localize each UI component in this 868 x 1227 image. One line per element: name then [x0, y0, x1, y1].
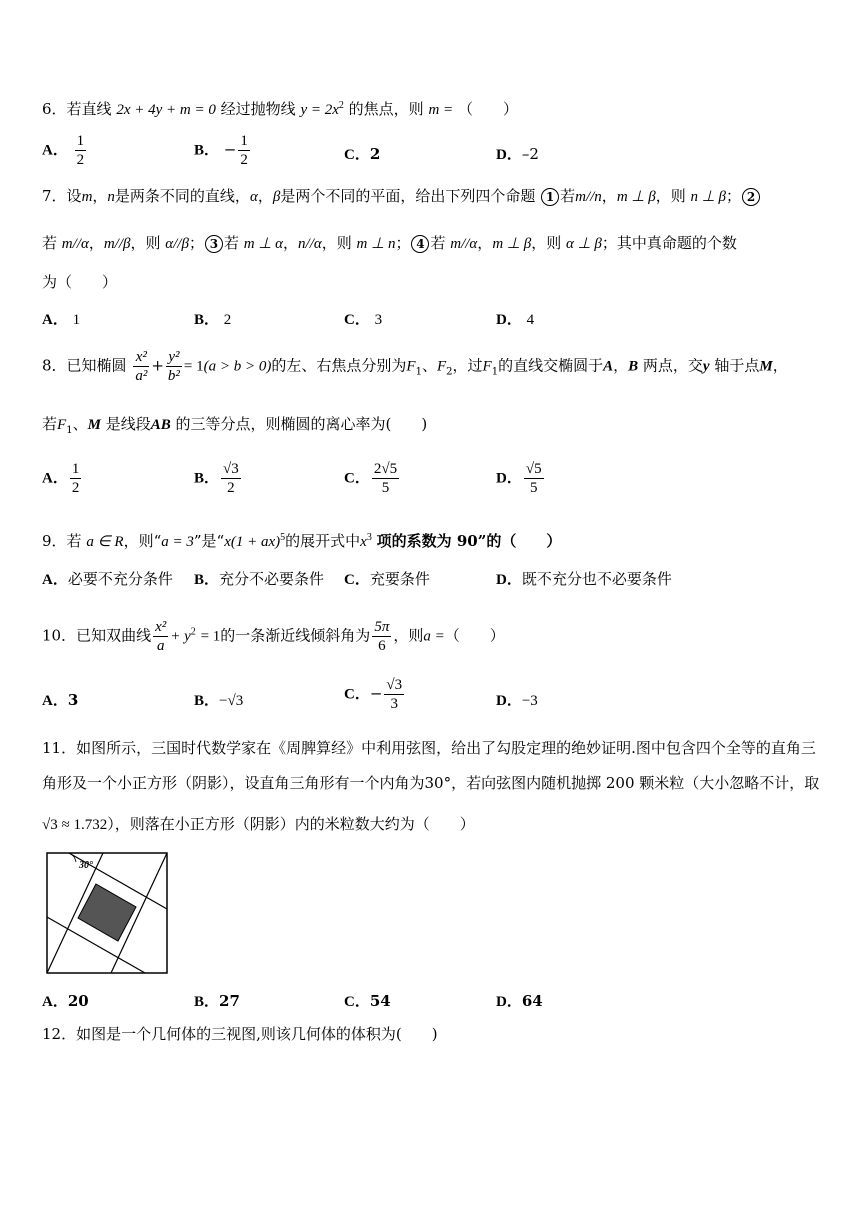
question-11-line-1: 11．如图所示，三国时代数学家在《周脾算经》中利用弦图，给出了勾股定理的绝妙证明.图中包含四个全等的直角三	[42, 739, 816, 757]
question-12: 12．如图是一个几何体的三视图,则该几何体的体积为( )	[42, 1025, 438, 1043]
question-7-line-2: 若 m//α，m//β，则 α//β； 3 若 m ⊥ α，n//α，则 m ⊥ n； 4 若 m//α，m ⊥ β，则 α ⊥ β；其中真命题的个数	[42, 234, 737, 252]
question-8-line-1: 8．已知椭圆 $\frac{\text{x²}}{\text{a²}}$ + $\frac{\text{y²}}{\text{b²}}$ = 1(a > b > 0)的左、右焦点分别为$F_1$、$F_2$，过$F_1$的直线交椭圆于A，B 两点，交y 轴于点M，	[42, 349, 788, 384]
q6-option-c[interactable]: C．2	[344, 145, 381, 163]
q9-option-d[interactable]: D．既不充分也不必要条件	[496, 570, 672, 588]
q6-option-d[interactable]: D．–2	[496, 145, 539, 163]
q8-option-c[interactable]: C． $\frac{2√5}{5}$	[344, 461, 398, 496]
question-6: 6．若直线 2x + 4y + m = 0 经过抛物线 $y = 2x^2$ 的焦点，则 m = （ ）	[42, 100, 518, 118]
question-8-line-2: 若$F_1$、M 是线段AB 的三等分点，则椭圆的离心率为( )	[42, 415, 428, 436]
q6-option-b[interactable]: B． − $\frac{1}{2}$	[194, 133, 248, 168]
angle-label: 30°	[79, 860, 93, 871]
question-10: 10．已知双曲线 $\frac{\text{x²}}{a}$ + $y^2 = 1$的一条渐近线倾斜角为 $\frac{5\pi}{6}$ ，则a =（ ）	[42, 619, 505, 654]
circled-3-icon: 3	[205, 235, 223, 253]
question-7-line-1: 7．设m，n是两条不同的直线，α，β是两个不同的平面，给出下列四个命题 1 若m//n，m ⊥ β，则 n ⊥ β； 2	[42, 186, 832, 207]
circled-2-icon: 2	[742, 188, 760, 206]
q7-option-a[interactable]: A． 1	[42, 312, 81, 328]
q9-option-c[interactable]: C．充要条件	[344, 570, 430, 588]
question-11-line-3: √3 ≈ 1.732），则落在小正方形（阴影）内的米粒数大约为（ ）	[42, 815, 475, 833]
q8-option-b[interactable]: B． $\frac{√3}{2}$	[194, 461, 239, 496]
question-9: 9．若 a ∈ R，则“a = 3”是“x(1 + ax)$^5$的展开式中$x^3$ 项的系数为 90”的（ ）	[42, 532, 562, 550]
xian-diagram	[46, 852, 168, 974]
q11-option-a[interactable]: A．20	[42, 992, 89, 1010]
q7-option-d[interactable]: D． 4	[496, 312, 535, 328]
q10-option-b[interactable]: B．−√3	[194, 693, 244, 709]
q11-option-d[interactable]: D．64	[496, 992, 543, 1010]
q7-option-c[interactable]: C． 3	[344, 312, 383, 328]
q9-option-a[interactable]: A．必要不充分条件	[42, 570, 173, 588]
q9-option-b[interactable]: B．充分不必要条件	[194, 570, 325, 588]
q10-option-a[interactable]: A．3	[42, 691, 79, 709]
q8-option-d[interactable]: D． $\frac{√5}{5}$	[496, 461, 542, 496]
q10-option-c[interactable]: C．− $\frac{√3}{3}$	[344, 677, 403, 712]
q11-option-b[interactable]: B．27	[194, 992, 240, 1010]
circled-1-icon: 1	[541, 188, 559, 206]
circled-4-icon: 4	[411, 235, 429, 253]
q7-option-b[interactable]: B． 2	[194, 312, 232, 328]
q10-option-d[interactable]: D．−3	[496, 693, 538, 709]
q6-option-a[interactable]: A． $\frac{1}{2}$	[42, 133, 85, 168]
question-7-line-3: 为（ ）	[42, 273, 118, 291]
q11-option-c[interactable]: C．54	[344, 992, 391, 1010]
question-11-line-2: 角形及一个小正方形（阴影），设直角三角形有一个内角为30°，若向弦图内随机抛掷 200 颗米粒（大小忽略不计，取	[42, 774, 820, 792]
q8-option-a[interactable]: A． $\frac{1}{2}$	[42, 461, 80, 496]
